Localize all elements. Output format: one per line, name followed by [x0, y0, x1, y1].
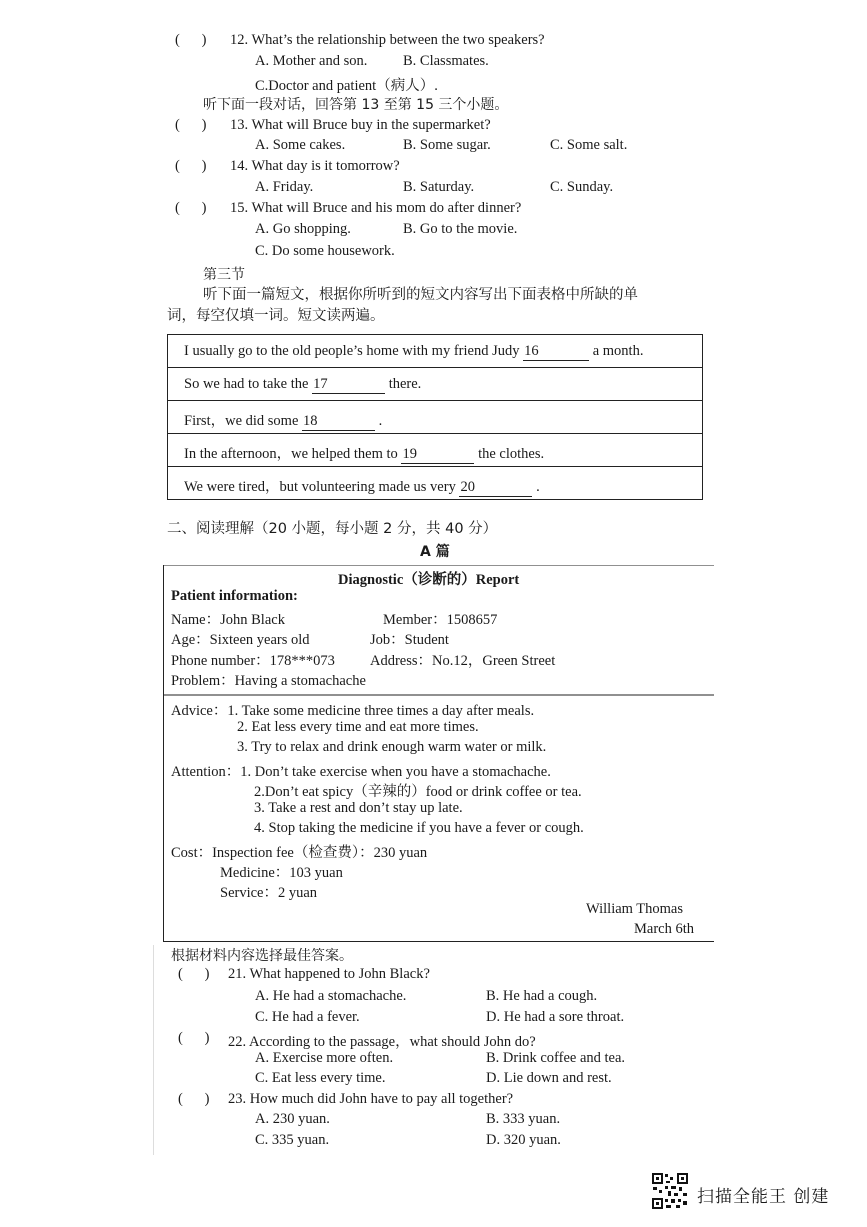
blank-20[interactable]: 20 — [459, 479, 532, 497]
q14-option-c[interactable]: C. Sunday. — [550, 179, 614, 195]
answer-paren-15[interactable]: ( ) — [175, 200, 207, 216]
table-instruction-line2: 词，每空仅填一词。短文读两遍。 — [167, 308, 385, 324]
table-row-19 — [168, 434, 702, 467]
q14-option-a[interactable]: A. Friday. — [255, 179, 314, 195]
answer-paren-13[interactable]: ( ) — [175, 117, 207, 133]
attention-4: 4. Stop taking the medicine if you have a fever or cough. — [254, 820, 584, 836]
scan-edge-line — [153, 945, 154, 1155]
answer-paren-21[interactable]: ( ) — [178, 966, 210, 982]
q21-option-c[interactable]: C. He had a fever. — [255, 1009, 360, 1025]
q22-option-c[interactable]: C. Eat less every time. — [255, 1070, 386, 1086]
answer-paren-23[interactable]: ( ) — [178, 1091, 210, 1107]
q14-option-b[interactable]: B. Saturday. — [403, 179, 475, 195]
q13-option-c[interactable]: C. Some salt. — [550, 137, 628, 153]
report-title: Diagnostic（诊断的）Report — [338, 572, 520, 588]
reading-heading: 二、阅读理解（20 小题，每小题 2 分，共 40 分） — [167, 521, 498, 537]
answer-paren-12[interactable]: ( ) — [175, 32, 207, 48]
attention-2: 2.Don’t eat spicy（辛辣的）food or drink coffee or tea. — [254, 784, 582, 800]
patient-member: Member：1508657 — [383, 612, 498, 628]
q21-option-a[interactable]: A. He had a stomachache. — [255, 988, 407, 1004]
q22-option-b[interactable]: B. Drink coffee and tea. — [486, 1050, 626, 1066]
question-13-stem: 13. What will Bruce buy in the supermarket? — [230, 117, 491, 133]
q21-option-b[interactable]: B. He had a cough. — [486, 988, 598, 1004]
question-21-stem: 21. What happened to John Black? — [228, 966, 430, 982]
q13-option-a[interactable]: A. Some cakes. — [255, 137, 346, 153]
row-19-suffix: the clothes. — [478, 446, 545, 462]
q23-option-a[interactable]: A. 230 yuan. — [255, 1111, 330, 1127]
section-3-heading: 第三节 — [203, 267, 245, 283]
q15-option-b[interactable]: B. Go to the movie. — [403, 221, 518, 237]
question-14-stem: 14. What day is it tomorrow? — [230, 158, 400, 174]
patient-name: Name：John Black — [171, 612, 285, 628]
q15-option-c[interactable]: C. Do some housework. — [255, 243, 395, 259]
row-17-suffix: there. — [388, 376, 422, 392]
row-16-suffix: a month. — [592, 343, 644, 359]
attention-1: Attention：1. Don’t take exercise when you have a stomachache. — [171, 764, 551, 780]
instruction-13-15: 听下面一段对话，回答第 13 至第 15 三个小题。 — [203, 97, 509, 113]
table-row-18 — [168, 401, 702, 434]
report-signature: William Thomas — [586, 901, 684, 917]
row-20-text: We were tired，but volunteering made us very — [184, 479, 456, 495]
row-17-text: So we had to take the — [184, 376, 309, 392]
row-20-suffix: . — [536, 479, 540, 495]
q22-option-a[interactable]: A. Exercise more often. — [255, 1050, 394, 1066]
answer-paren-22[interactable]: ( ) — [178, 1030, 210, 1046]
report-date: March 6th — [634, 921, 694, 937]
patient-problem: Problem：Having a stomachache — [171, 673, 366, 689]
row-16-text: I usually go to the old people’s home with my friend Judy — [184, 343, 520, 359]
fill-in-table — [167, 334, 703, 500]
cost-medicine: Medicine：103 yuan — [220, 865, 343, 881]
blank-19[interactable]: 19 — [401, 446, 474, 464]
q21-option-d[interactable]: D. He had a sore throat. — [486, 1009, 625, 1025]
q13-option-b[interactable]: B. Some sugar. — [403, 137, 491, 153]
cost-service: Service：2 yuan — [220, 885, 318, 901]
patient-job: Job：Student — [370, 632, 449, 648]
row-18-text: First，we did some — [184, 413, 299, 429]
question-15-stem: 15. What will Bruce and his mom do after dinner? — [230, 200, 522, 216]
question-22-stem: 22. According to the passage，what should John do? — [228, 1034, 536, 1050]
patient-phone: Phone number：178***073 — [171, 653, 335, 669]
advice-1: Advice：1. Take some medicine three times a day after meals. — [171, 703, 535, 719]
blank-16[interactable]: 16 — [523, 343, 589, 361]
q23-option-d[interactable]: D. 320 yuan. — [486, 1132, 561, 1148]
answer-paren-14[interactable]: ( ) — [175, 158, 207, 174]
patient-age: Age：Sixteen years old — [171, 632, 310, 648]
row-19-text: In the afternoon，we helped them to — [184, 446, 398, 462]
q22-option-d[interactable]: D. Lie down and rest. — [486, 1070, 612, 1086]
table-row-20 — [168, 467, 702, 500]
blank-18[interactable]: 18 — [302, 413, 375, 431]
diagnostic-report — [163, 565, 714, 942]
row-18-suffix: . — [378, 413, 383, 429]
qr-code-icon — [651, 1172, 689, 1210]
question-12-stem: 12. What’s the relationship between the two speakers? — [230, 32, 545, 48]
blank-17[interactable]: 17 — [312, 376, 385, 394]
q12-option-a[interactable]: A. Mother and son. — [255, 53, 368, 69]
q23-option-b[interactable]: B. 333 yuan. — [486, 1111, 561, 1127]
q12-option-b[interactable]: B. Classmates. — [403, 53, 489, 69]
question-23-stem: 23. How much did John have to pay all together? — [228, 1091, 514, 1107]
advice-3: 3. Try to relax and drink enough warm water or milk. — [237, 739, 547, 755]
q23-option-c[interactable]: C. 335 yuan. — [255, 1132, 330, 1148]
patient-address: Address：No.12，Green Street — [370, 653, 556, 669]
table-row-17 — [168, 368, 702, 401]
scanner-watermark: 扫描全能王 创建 — [697, 1187, 830, 1207]
q15-option-a[interactable]: A. Go shopping. — [255, 221, 351, 237]
cost-inspection: Cost：Inspection fee（检查费）：230 yuan — [171, 845, 428, 861]
patient-info-label: Patient information: — [171, 588, 298, 604]
attention-3: 3. Take a rest and don’t stay up late. — [254, 800, 463, 816]
reading-instruction: 根据材料内容选择最佳答案。 — [171, 948, 353, 964]
table-row-16 — [168, 335, 702, 368]
q12-option-c[interactable]: C.Doctor and patient（病人）. — [255, 78, 438, 94]
advice-2: 2. Eat less every time and eat more times. — [237, 719, 479, 735]
part-a-heading: A 篇 — [420, 544, 450, 560]
table-instruction-line1: 听下面一篇短文，根据你所听到的短文内容写出下面表格中所缺的单 — [203, 287, 638, 303]
